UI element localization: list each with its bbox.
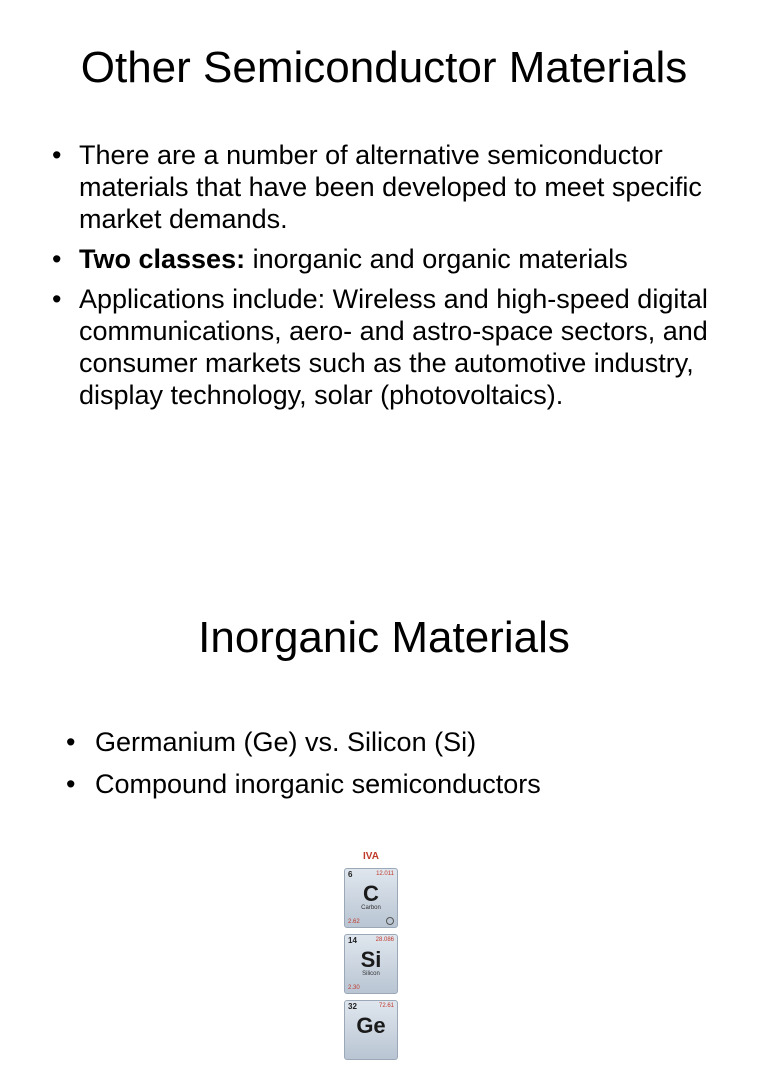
list-item: • Compound inorganic semiconductors — [60, 768, 740, 800]
atomic-number: 6 — [348, 870, 353, 879]
element-carbon — [344, 868, 398, 928]
group-label: IVA — [363, 851, 379, 862]
element-symbol: Si — [360, 947, 382, 972]
atomic-mass: 72.61 — [378, 1003, 394, 1009]
electronegativity: 2.30 — [348, 985, 360, 991]
atomic-number: 14 — [348, 936, 357, 945]
element-name: Silicon — [362, 971, 380, 977]
element-germanium — [344, 1000, 398, 1060]
list-item — [48, 139, 748, 235]
bullet-list-inorganic — [60, 726, 740, 810]
list-item: • Germanium (Ge) vs. Silicon (Si) — [60, 726, 740, 758]
list-item — [48, 243, 748, 275]
slide-title-inorganic: Inorganic Materials — [198, 613, 570, 662]
element-silicon — [344, 934, 398, 994]
element-name: Carbon — [361, 905, 381, 911]
solid-state-icon — [386, 917, 394, 925]
atomic-mass: 12.011 — [376, 871, 394, 877]
electronegativity: 2.62 — [348, 919, 360, 925]
periodic-table-excerpt — [342, 848, 400, 1066]
element-symbol: C — [363, 881, 379, 906]
bullet-text: inorganic and organic materials — [245, 244, 628, 274]
bullet-list — [48, 139, 748, 419]
bullet-text: There are a number of alternative semiconductor materials that have been developed to meet specific market demands. — [79, 140, 702, 234]
list-item — [48, 283, 748, 411]
atomic-number: 32 — [348, 1002, 357, 1011]
slide-title: Other Semiconductor Materials — [80, 43, 688, 92]
bullet-bold-lead: Two classes: — [79, 244, 246, 274]
atomic-mass: 28.086 — [375, 937, 394, 943]
bullet-text: Applications include: Wireless and high-speed digital communications, aero- and astro-space sectors, and consumer markets such as the automotive industry, display technology, solar (photovoltaics). — [79, 284, 708, 410]
element-symbol: Ge — [356, 1013, 386, 1038]
